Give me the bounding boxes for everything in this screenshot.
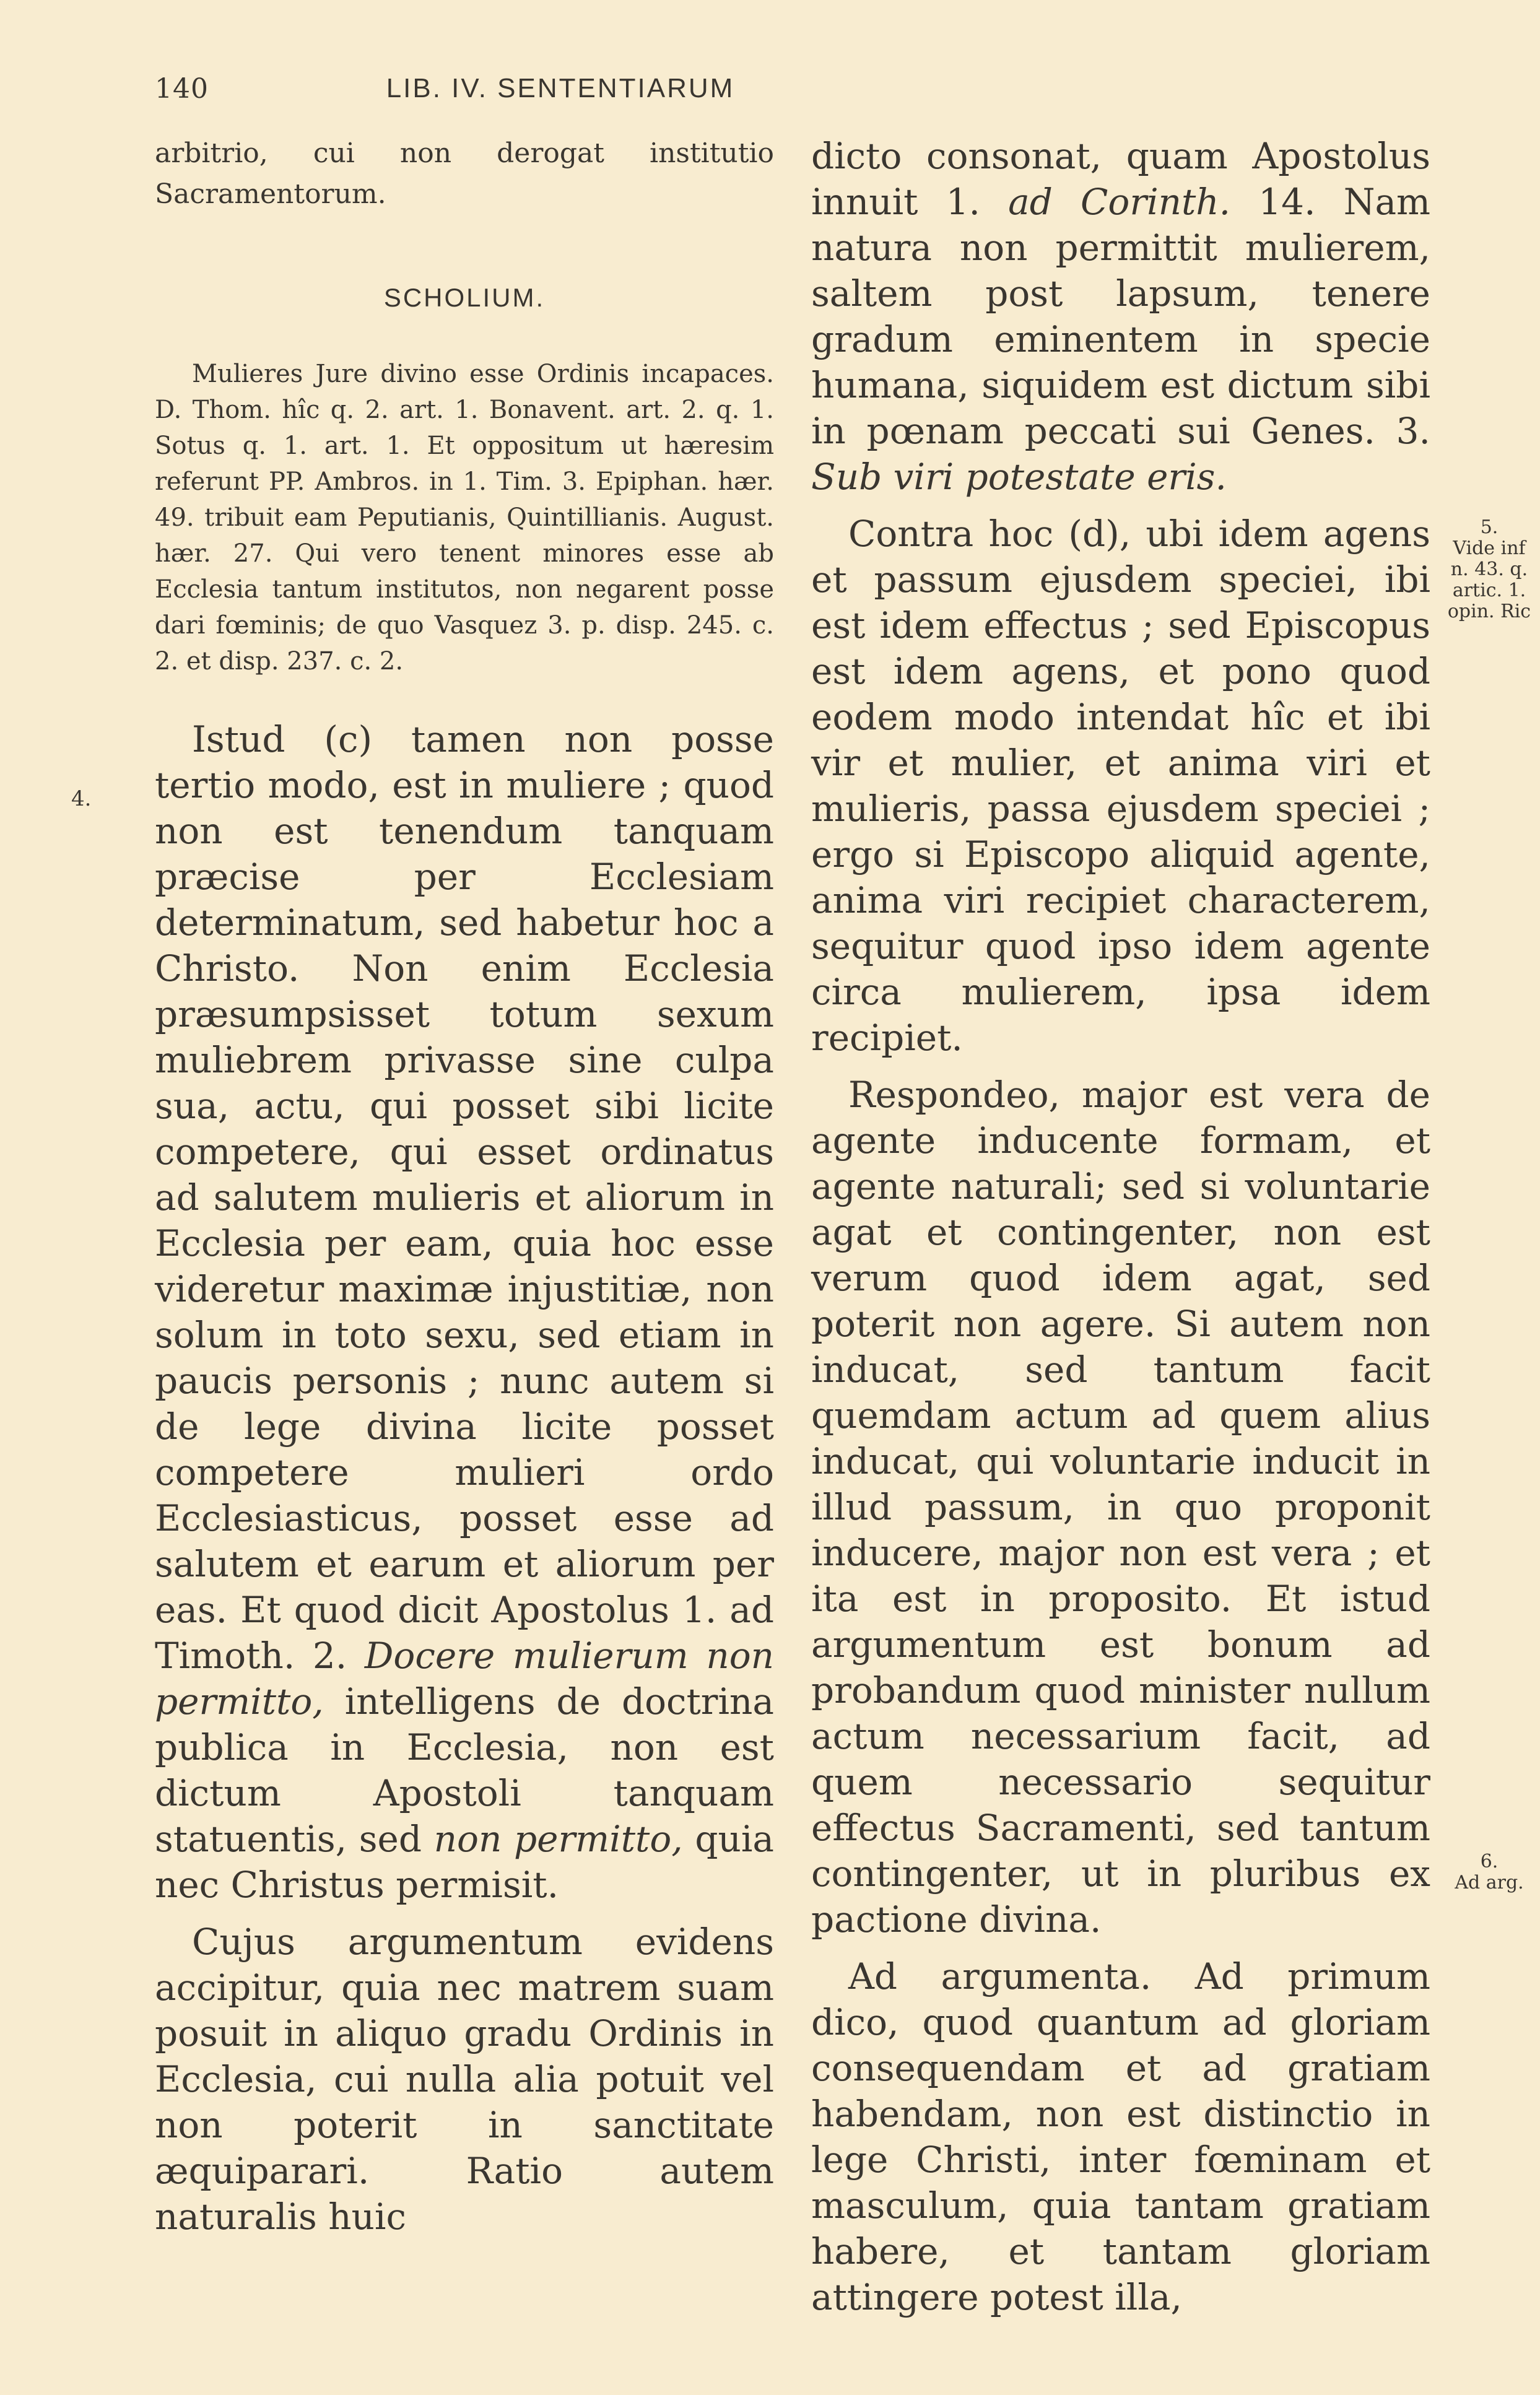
- scholium-text: Mulieres Jure divino esse Ordinis incapaces. D. Thom. hîc q. 2. art. 1. Bonavent. art. 2. q. 1. Sotus q. 1. art. 1. Et oppositum ut hæresim referunt PP. Ambros. in 1. Tim. 3. Epiphan. hær. 49. tribuit eam Peputianis, Quintillianis. August. hær. 27. Qui vero tenent minores esse ab Ecclesia tantum institutos, non negarent posse dari fœminis; de quo Vasquez 3. p. disp. 245. c. 2. et disp. 237. c. 2.: [155, 360, 774, 676]
- paragraph-dicto-italic-1: ad Corinth.: [1008, 181, 1231, 223]
- page-header: [155, 73, 966, 116]
- margin-note-6-line-1: Ad arg.: [1455, 1872, 1524, 1893]
- right-column: [811, 133, 1430, 2320]
- paragraph-respondeo: Respondeo, major est vera de agente inducente formam, et agente naturali; sed si voluntarie agat et contingenter, non est verum quod idem agat, sed poterit non agere. Si autem non inducat, sed tantum facit quemdam actum ad quem alius inducat, qui voluntarie inducit in illud passum, in quo proponit inducere, major non est vera ; et ita est in proposito. Et istud argumentum est bonum ad probandum quod minister nullum actum necessarium facit, ad quem necessario sequitur effectus Sacramenti, sed tantum contingenter, ut in pluribus ex pactione divina.: [811, 1074, 1430, 1941]
- intro-text: arbitrio, cui non derogat institutio Sacramentorum.: [155, 137, 774, 210]
- left-column: [155, 133, 774, 2240]
- paragraph-cujus: Cujus argumentum evidens accipitur, quia nec matrem suam posuit in aliquo gradu Ordinis in Ecclesia, cui nulla alia potuit vel non poterit in sanctitate æquiparari. Ratio autem naturalis huic: [155, 1921, 774, 2238]
- paragraph-istud-italic-2: non permitto,: [433, 1818, 683, 1860]
- margin-note-6-number: 6.: [1480, 1851, 1499, 1872]
- paragraph-istud-end: quia nec Christus permisit.: [155, 1818, 775, 1906]
- paragraph-dicto-italic-2: Sub viri potestate eris.: [811, 456, 1227, 498]
- paragraph-dicto: [811, 133, 1430, 500]
- margin-note-5-line-2: n. 43. q.: [1450, 559, 1528, 580]
- paragraph-istud: [155, 716, 774, 1908]
- page-number: 140: [155, 73, 209, 105]
- margin-note-5: [1446, 517, 1533, 622]
- paragraph-istud-text: Istud (c) tamen non posse tertio modo, est in muliere ; quod non est tenendum tanquam præcise per Ecclesiam determinatum, sed habetur hoc a Christo. Non enim Ecclesia præsumpsisset totum sexum muliebrem privasse sine culpa sua, actu, qui posset sibi licite competere, qui esset ordinatus ad salutem mulieris et aliorum in Ecclesia per eam, quia hoc esse videretur maximæ injustitiæ, non solum in toto sexu, sed etiam in paucis personis ; nunc autem si de lege divina licite posset competere mulieri ordo Ecclesiasticus, posset esse ad salutem et earum et aliorum per eas. Et quod dicit Apostolus 1. ad Timoth. 2.: [155, 718, 774, 1677]
- running-head: LIB. IV. SENTENTIARUM: [386, 73, 735, 103]
- margin-note-5-line-1: Vide inf: [1453, 537, 1526, 559]
- paragraph-dicto-continued: 14. Nam natura non permittit mulierem, saltem post lapsum, tenere gradum eminentem in specie humana, siquidem est dictum sibi in pœnam peccati sui Genes. 3.: [811, 181, 1431, 452]
- margin-note-5-line-4: opin. Ric: [1447, 601, 1531, 622]
- margin-note-6: [1446, 1851, 1533, 1893]
- paragraph-dicto-text: dicto consonat, quam Apostolus innuit 1.: [811, 135, 1430, 223]
- paragraph-ad-argumenta: Ad argumenta. Ad primum dico, quod quantum ad gloriam consequendam et ad gratiam habendam, non est distinctio in lege Christi, inter fœminam et masculum, quia tantam gratiam habere, et tantam gloriam attingere potest illa,: [811, 1955, 1430, 2318]
- paragraph-istud-italic-1: Docere mulierum non permitto,: [155, 1635, 775, 1723]
- section-number-4: 4.: [71, 786, 92, 811]
- paragraph-contra: Contra hoc (d), ubi idem agens et passum ejusdem speciei, ibi est idem effectus ; sed Episcopus est idem agens, et pono quod eodem modo intendat hîc et ibi vir et mulier, et anima viri et mulieris, passa ejusdem speciei ; ergo si Episcopo aliquid agente, anima viri recipiet characterem, sequitur quod ipso idem agente circa mulierem, ipsa idem recipiet.: [811, 513, 1430, 1059]
- paragraph-istud-continued: intelligens de doctrina publica in Ecclesia, non est dictum Apostoli tanquam statuentis, sed: [155, 1680, 774, 1860]
- margin-note-5-number: 5.: [1480, 516, 1499, 538]
- margin-note-5-line-3: artic. 1.: [1452, 580, 1526, 601]
- scholium-title: SCHOLIUM.: [383, 283, 546, 312]
